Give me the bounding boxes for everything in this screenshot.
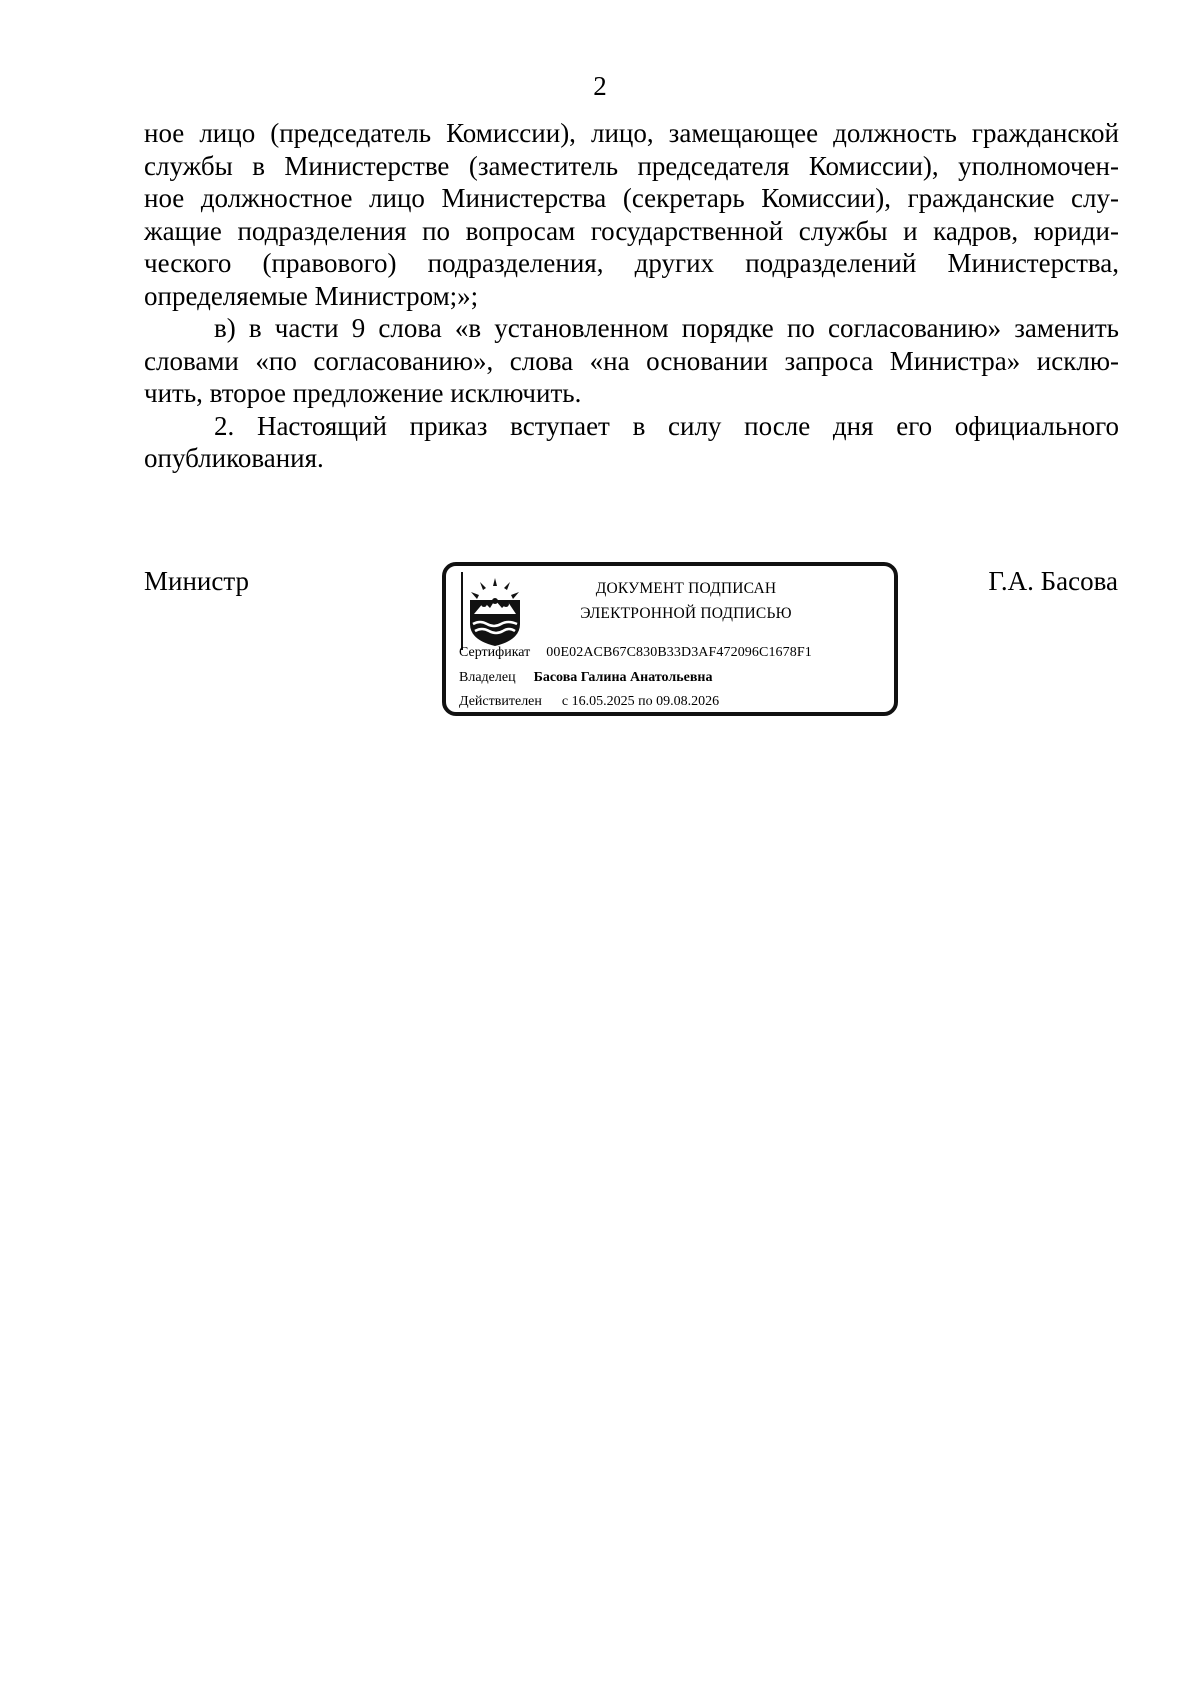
stamp-title-line-2: ЭЛЕКТРОННОЙ ПОДПИСЬЮ bbox=[580, 605, 792, 622]
text-line: ное должностное лицо Министерства (секретарь Комиссии), гражданские слу- bbox=[144, 183, 1119, 213]
text-line: чить, второе предложение исключить. bbox=[144, 378, 582, 408]
owner-value: Басова Галина Анатольевна bbox=[533, 670, 713, 685]
stamp-validity-row bbox=[459, 693, 719, 711]
certificate-label: Сертификат bbox=[459, 645, 531, 660]
text-line: жащие подразделения по вопросам государственной службы и кадров, юриди- bbox=[144, 215, 1119, 246]
certificate-value: 00E02ACB67C830B33D3AF472096C1678F1 bbox=[546, 645, 812, 660]
stamp-certificate-row bbox=[459, 644, 812, 662]
owner-label: Владелец bbox=[459, 670, 516, 685]
validity-label: Действителен bbox=[459, 694, 542, 709]
paragraph-1 bbox=[144, 117, 1119, 312]
text-line: определяемые Министром;»; bbox=[144, 280, 479, 311]
paragraph-3 bbox=[144, 410, 1119, 475]
page-number: 2 bbox=[593, 71, 607, 101]
validity-value: с 16.05.2025 по 09.08.2026 bbox=[561, 694, 720, 709]
text-line: ческого (правового) подразделения, других подразделений Министерства, bbox=[144, 248, 1119, 278]
signatory-position: Министр bbox=[144, 566, 249, 596]
electronic-signature-stamp bbox=[442, 562, 898, 716]
stamp-title-line-1: ДОКУМЕНТ ПОДПИСАН bbox=[595, 580, 777, 597]
text-line: опубликования. bbox=[144, 443, 324, 473]
signatory-name: Г.А. Басова bbox=[988, 566, 1118, 596]
text-line: словами «по согласованию», слова «на основании запроса Министра» исклю- bbox=[144, 345, 1119, 376]
coat-of-arms-icon bbox=[462, 574, 528, 648]
document-body bbox=[144, 117, 1119, 475]
stamp-owner-row bbox=[459, 669, 712, 687]
text-line: в) в части 9 слова «в установленном порядке по согласованию» заменить bbox=[214, 313, 1119, 343]
text-line: 2. Настоящий приказ вступает в силу после дня его официального bbox=[214, 410, 1119, 441]
text-line: ное лицо (председатель Комиссии), лицо, замещающее должность гражданской bbox=[144, 118, 1119, 148]
stamp-title bbox=[541, 576, 831, 626]
text-line: службы в Министерстве (заместитель председателя Комиссии), уполномочен- bbox=[144, 150, 1119, 181]
paragraph-2 bbox=[144, 312, 1119, 410]
